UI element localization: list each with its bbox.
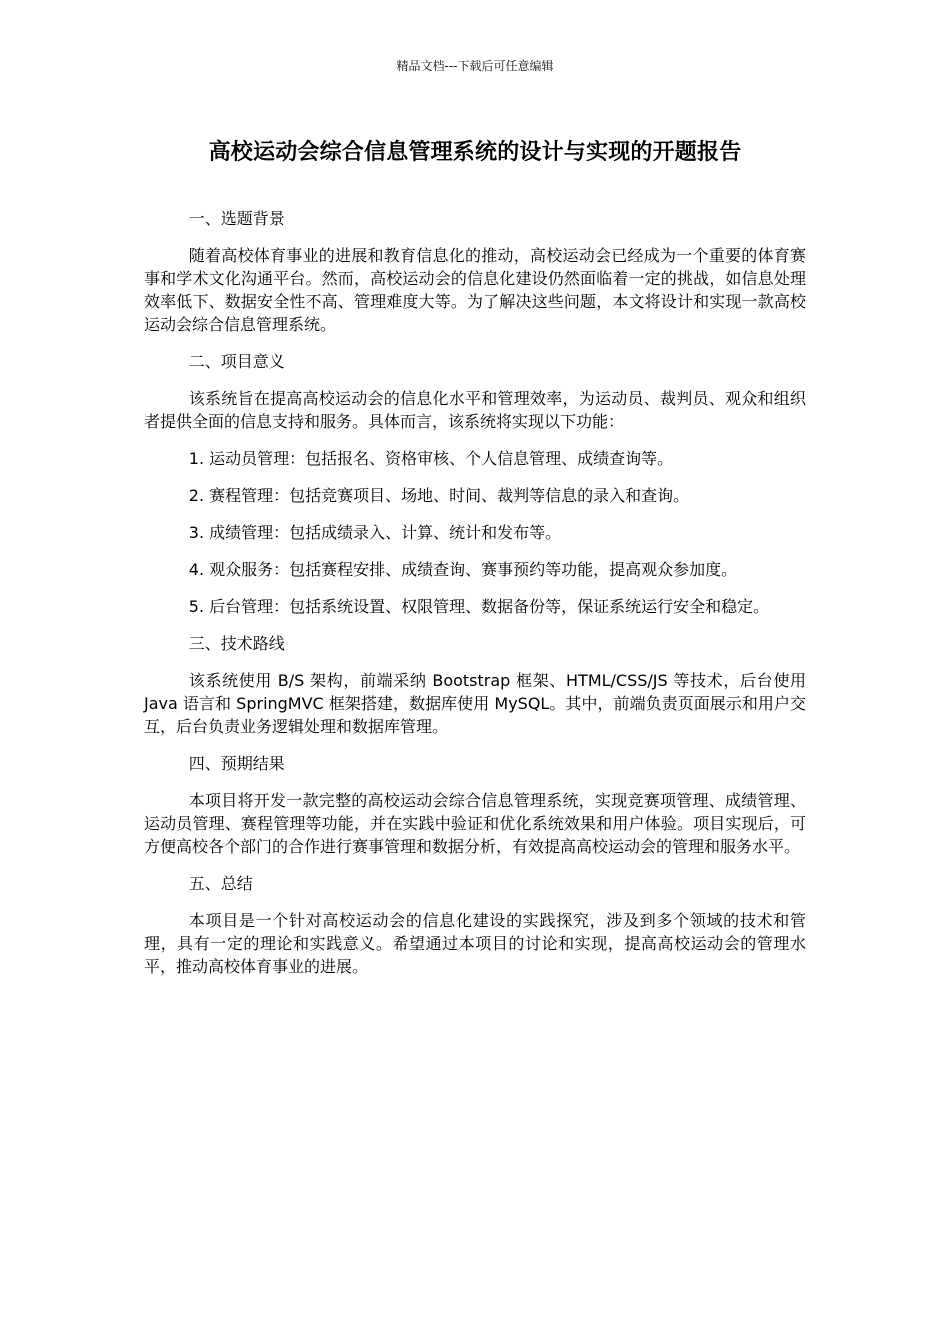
section-heading-significance: 二、项目意义 xyxy=(188,352,285,371)
list-item-backend-management: 5. 后台管理：包括系统设置、权限管理、数据备份等，保证系统运行安全和稳定。 xyxy=(188,597,770,616)
list-item-score-management: 3. 成绩管理：包括成绩录入、计算、统计和发布等。 xyxy=(188,523,562,542)
list-item-schedule-management: 2. 赛程管理：包括竞赛项目、场地、时间、裁判等信息的录入和查询。 xyxy=(188,486,690,505)
paragraph-expected: 本项目将开发一款完整的高校运动会综合信息管理系统，实现竞赛项管理、成绩管理、运动员管理、赛程管理等功能，并在实践中验证和优化系统效果和用户体验。项目实现后，可方便高校各个部门的合作进行赛事管理和数据分析，有效提高高校运动会的管理和服务水平。 xyxy=(144,791,806,856)
section-heading-background: 一、选题背景 xyxy=(188,209,285,228)
paragraph-summary: 本项目是一个针对高校运动会的信息化建设的实践探究，涉及到多个领域的技术和管理，具有一定的理论和实践意义。希望通过本项目的讨论和实现，提高高校运动会的管理水平，推动高校体育事业的进展。 xyxy=(144,911,806,976)
header-note: 精品文档---下载后可任意编辑 xyxy=(396,59,554,73)
paragraph-background: 随着高校体育事业的进展和教育信息化的推动，高校运动会已经成为一个重要的体育赛事和学术文化沟通平台。然而，高校运动会的信息化建设仍然面临着一定的挑战，如信息处理效率低下、数据安全性不高、管理难度大等。为了解决这些问题，本文将设计和实现一款高校运动会综合信息管理系统。 xyxy=(144,246,806,334)
document-title: 高校运动会综合信息管理系统的设计与实现的开题报告 xyxy=(208,140,742,165)
list-item-athlete-management: 1. 运动员管理：包括报名、资格审核、个人信息管理、成绩查询等。 xyxy=(188,449,674,468)
list-item-audience-service: 4. 观众服务：包括赛程安排、成绩查询、赛事预约等功能，提高观众参加度。 xyxy=(188,560,738,579)
section-heading-technology: 三、技术路线 xyxy=(188,634,285,653)
section-heading-summary: 五、总结 xyxy=(188,874,253,893)
paragraph-significance: 该系统旨在提高高校运动会的信息化水平和管理效率，为运动员、裁判员、观众和组织者提供全面的信息支持和服务。具体而言，该系统将实现以下功能： xyxy=(144,389,806,431)
paragraph-technology: 该系统使用 B/S 架构，前端采纳 Bootstrap 框架、HTML/CSS/JS 等技术，后台使用 Java 语言和 SpringMVC 框架搭建，数据库使用 MySQL。其中，前端负责页面展示和用户交互，后台负责业务逻辑处理和数据库管理。 xyxy=(144,671,806,736)
document-body xyxy=(144,207,806,992)
section-heading-expected: 四、预期结果 xyxy=(188,754,285,773)
